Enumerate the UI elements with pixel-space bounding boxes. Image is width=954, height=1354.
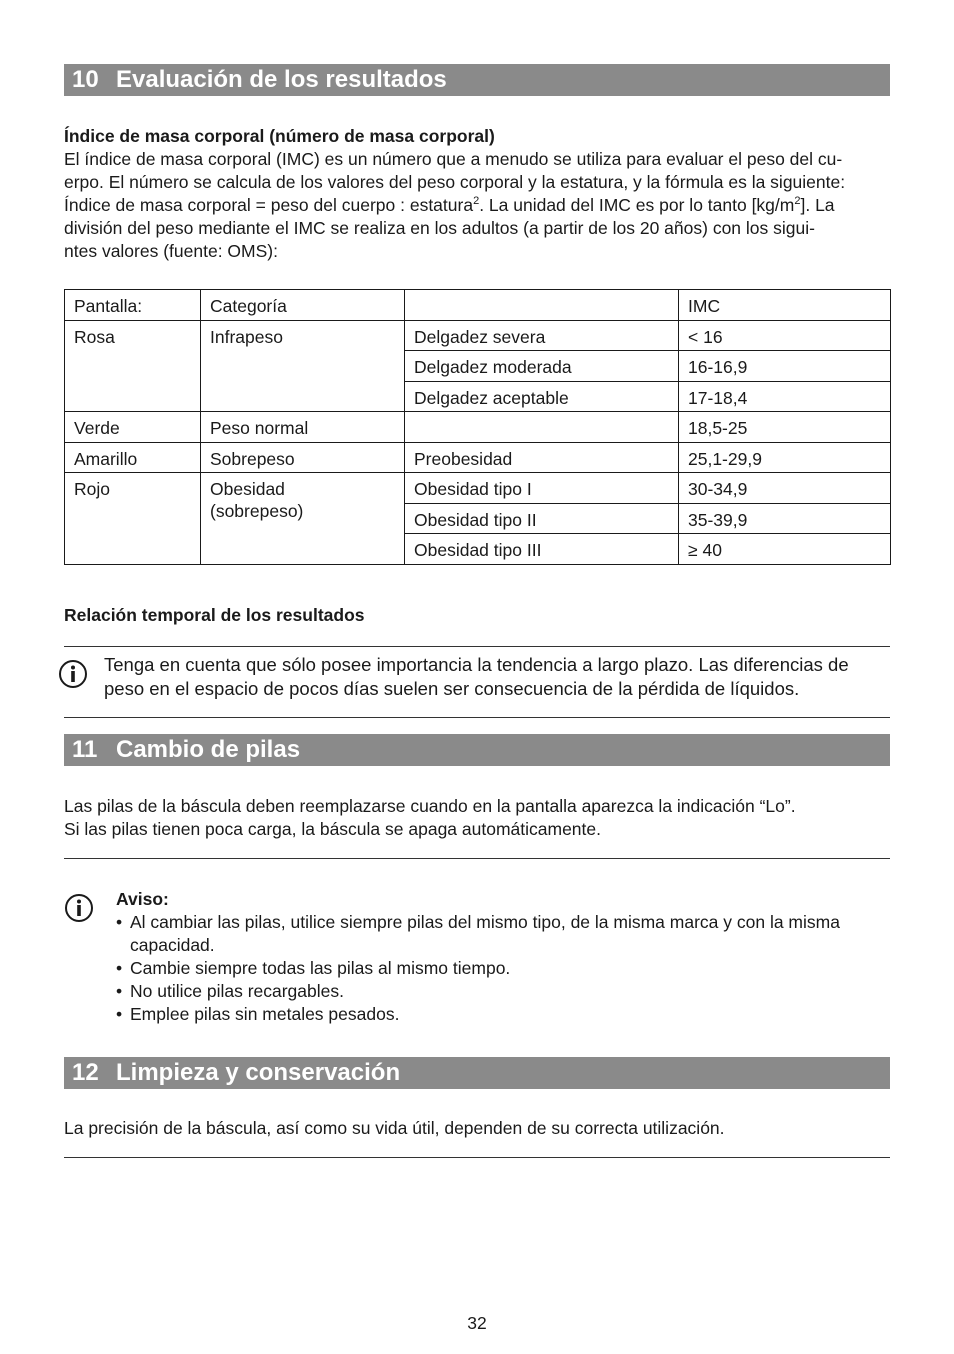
table-cell-subcategory: Obesidad tipo I [405,473,679,504]
table-cell-imc: ≥ 40 [679,534,891,565]
table-row [65,412,891,443]
table-cell-imc: 18,5-25 [679,412,891,443]
paragraph-line: erpo. El número se calcula de los valores del peso corporal y la estatura, y la fórmula es la siguiente: [64,172,846,192]
table-cell-imc: 25,1-29,9 [679,442,891,473]
list-item [116,1003,890,1026]
note-line: peso en el espacio de pocos días suelen ser consecuencia de la pérdida de líquidos. [104,678,800,699]
divider [64,646,890,647]
table-cell-display: Rosa [65,320,201,412]
table-cell-imc: 17-18,4 [679,381,891,412]
bullet-line: capacidad. [130,935,215,955]
bullet-dot: • [116,981,123,1001]
divider [64,1157,890,1158]
table-cell-subcategory: Delgadez aceptable [405,381,679,412]
paragraph-line: Las pilas de la báscula deben reemplazarse cuando en la pantalla aparezca la indicación “Lo”. [64,796,796,816]
category-line: Obesidad [210,479,285,499]
bullet-dot: • [116,912,123,932]
paragraph-line: división del peso mediante el IMC se realiza en los adultos (a partir de los 20 años) con los sigui- [64,218,815,238]
table-cell-subcategory: Obesidad tipo III [405,534,679,565]
table-cell-category: Infrapeso [201,320,405,412]
table-cell-subcategory: Delgadez moderada [405,351,679,382]
page-number: 32 [467,1313,487,1333]
paragraph-line: ntes valores (fuente: OMS): [64,241,278,261]
bullet-line: Cambie siempre todas las pilas al mismo tiempo. [130,958,511,978]
divider [64,717,890,718]
table-cell-display: Verde [65,412,201,443]
info-icon [58,659,88,689]
text-fragment: Índice de masa corporal = peso del cuerpo : estatura [64,195,474,215]
text-fragment: . La unidad del IMC es por lo tanto [kg/m [479,195,795,215]
section-10-header [64,64,890,96]
superscript: 2 [473,195,480,208]
list-item [116,957,890,980]
table-cell-imc: < 16 [679,320,891,351]
notice-title: Aviso: [116,889,169,909]
table-header-row [65,290,891,321]
table-header-cell: Categoría [201,290,405,321]
table-cell-display: Rojo [65,473,201,565]
bmi-paragraph [64,148,890,263]
cleaning-paragraph: La precisión de la báscula, así como su vida útil, dependen de su correcta utilización. [64,1118,725,1138]
section-12-header [64,1057,890,1089]
table-cell-subcategory [405,412,679,443]
info-note [104,653,890,701]
table-cell-imc: 30-34,9 [679,473,891,504]
table-cell-subcategory: Preobesidad [405,442,679,473]
table-header-cell [405,290,679,321]
list-item [116,911,890,957]
table-cell-category: Peso normal [201,412,405,443]
bullet-dot: • [116,1004,123,1024]
table-cell-category [201,473,405,565]
table-row [65,442,891,473]
list-item [116,980,890,1003]
table-header-cell: Pantalla: [65,290,201,321]
section-number: 10 [72,66,99,93]
battery-paragraph [64,795,890,841]
section-number: 11 [72,736,98,763]
section-number: 12 [72,1059,99,1086]
table-cell-subcategory: Obesidad tipo II [405,503,679,534]
table-cell-imc: 35-39,9 [679,503,891,534]
superscript: 2 [794,195,801,208]
table-header-cell: IMC [679,290,891,321]
section-11-header [64,734,890,766]
table-cell-category: Sobrepeso [201,442,405,473]
bmi-table [64,289,891,565]
section-title: Evaluación de los resultados [116,66,447,93]
info-icon [64,893,94,923]
temporal-subheading: Relación temporal de los resultados [64,605,365,625]
section-title: Limpieza y conservación [116,1059,401,1086]
paragraph-line [64,194,890,217]
table-cell-display: Amarillo [65,442,201,473]
note-line: Tenga en cuenta que sólo posee importancia la tendencia a largo plazo. Las diferencias de [104,654,849,675]
bullet-line: Al cambiar las pilas, utilice siempre pilas del mismo tipo, de la misma marca y con la misma [130,912,840,932]
text-fragment: ]. La [800,195,835,215]
category-line: (sobrepeso) [210,501,304,521]
bullet-line: Emplee pilas sin metales pesados. [130,1004,400,1024]
section-title: Cambio de pilas [116,736,301,763]
divider [64,858,890,859]
table-row [65,473,891,504]
table-row [65,320,891,351]
table-cell-subcategory: Delgadez severa [405,320,679,351]
paragraph-line: Si las pilas tienen poca carga, la báscula se apaga automáticamente. [64,819,601,839]
table-cell-imc: 16-16,9 [679,351,891,382]
bullet-dot: • [116,958,123,978]
bmi-subheading: Índice de masa corporal (número de masa corporal) [64,126,495,146]
paragraph-line: El índice de masa corporal (IMC) es un número que a menudo se utiliza para evaluar el peso del cu- [64,149,843,169]
bullet-line: No utilice pilas recargables. [130,981,344,1001]
